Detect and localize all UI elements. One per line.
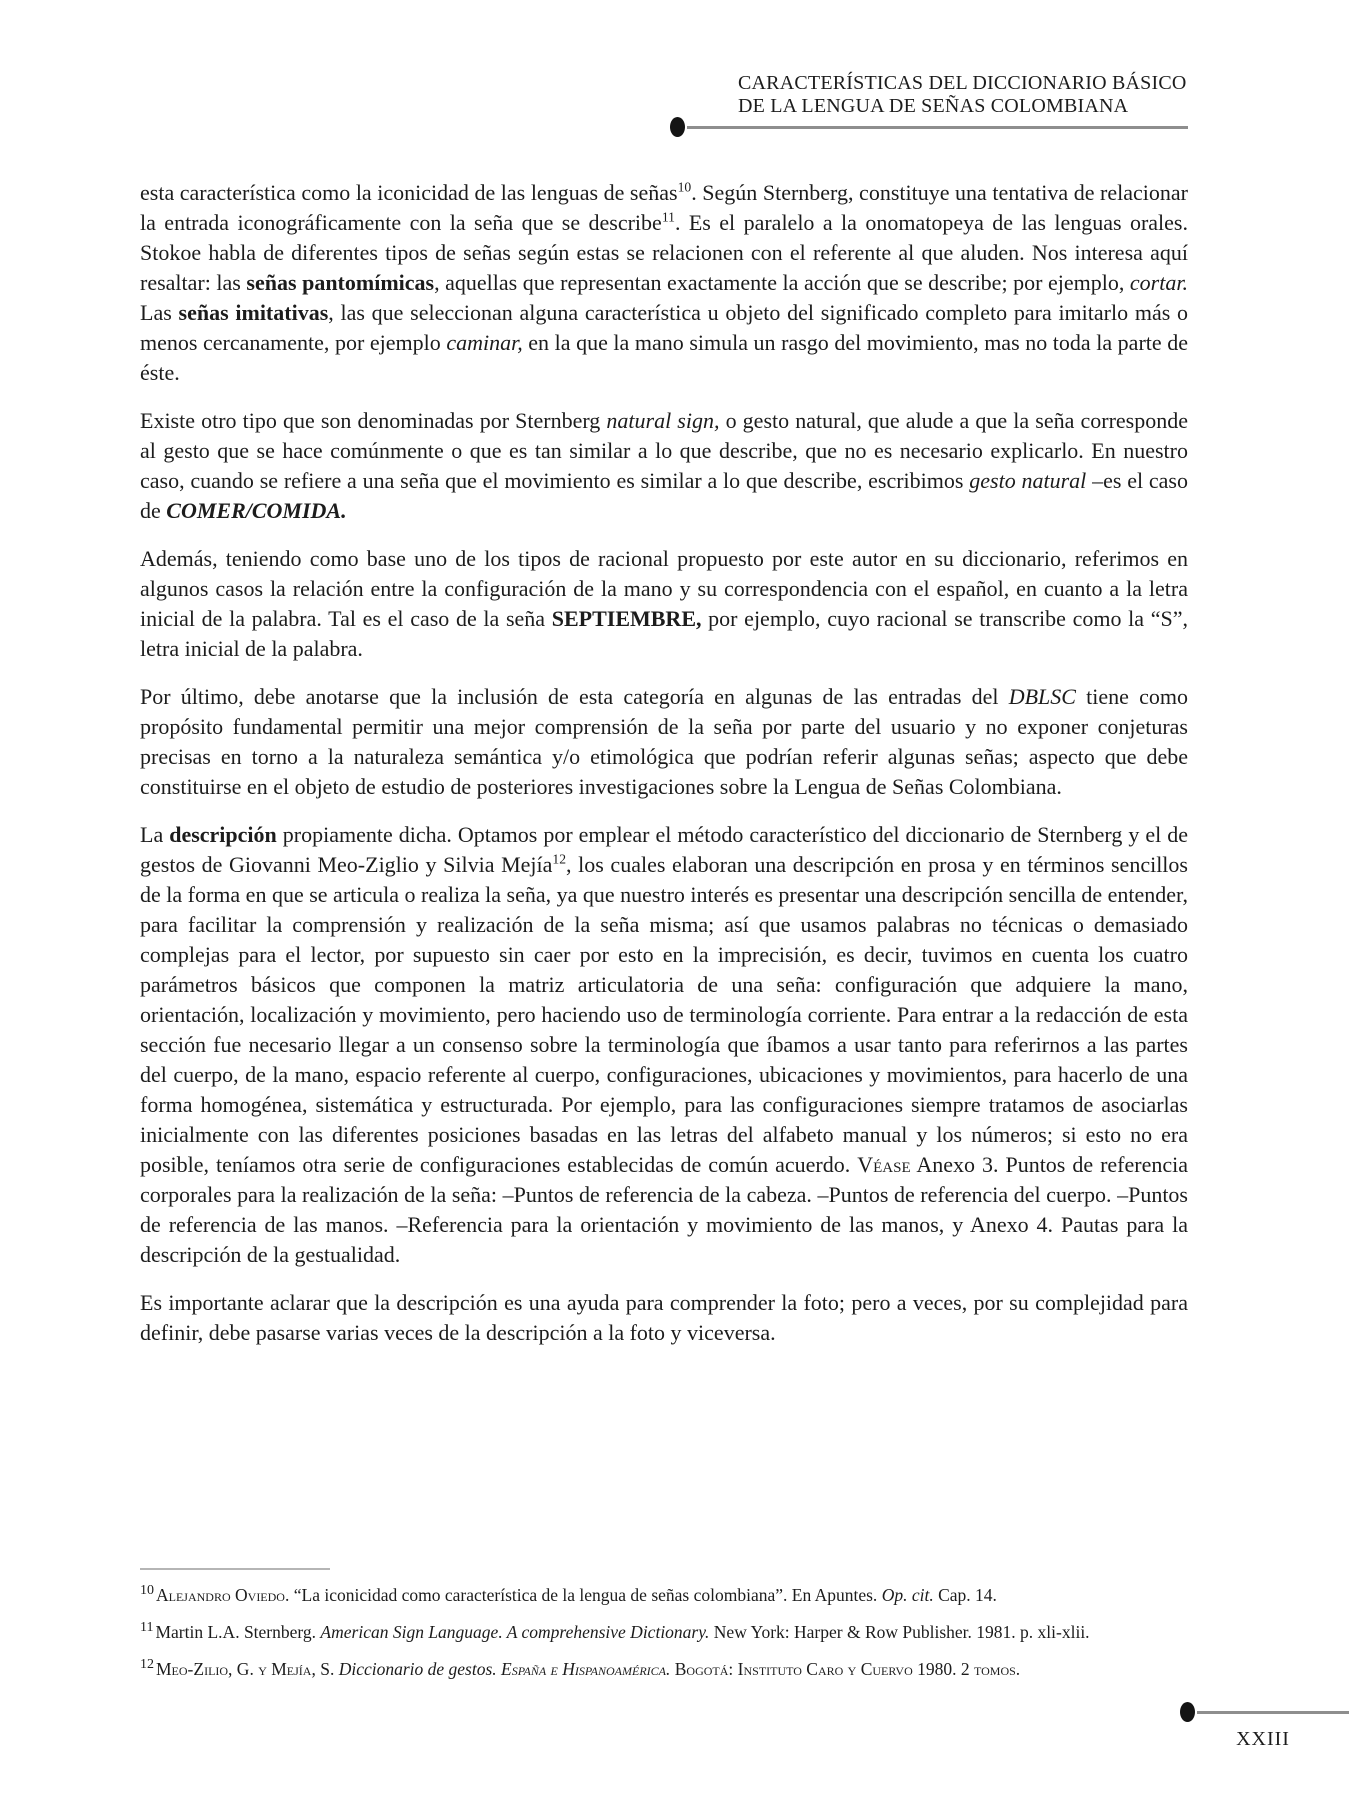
text-segment: señas imitativas xyxy=(178,300,329,325)
footnotes-section xyxy=(140,1568,1195,1691)
footer-rule-line xyxy=(1197,1711,1349,1714)
footnote-number: 11 xyxy=(140,1620,154,1635)
text-segment: 12 xyxy=(552,851,567,867)
text-segment: “La iconicidad como característica de la lengua de señas colombiana”. En Apuntes. xyxy=(289,1585,882,1605)
body-text xyxy=(140,178,1188,1366)
text-segment: –es el caso de xyxy=(140,468,1188,523)
running-header-line-2: DE LA LENGUA DE SEÑAS COLOMBIANA xyxy=(738,95,1129,117)
text-segment: cortar. xyxy=(1129,270,1188,295)
text-segment: Existe otro tipo que son denominadas por Sternberg xyxy=(140,408,607,433)
text-segment: descripción xyxy=(169,822,277,847)
text-segment: American Sign Language. A comprehensive Dictionary. xyxy=(320,1622,710,1642)
footnote-12 xyxy=(140,1654,1195,1680)
paragraph-natural-sign xyxy=(140,406,1188,526)
text-segment: La xyxy=(140,822,170,847)
header-rule xyxy=(670,117,1188,137)
footnote-number: 10 xyxy=(140,1583,154,1598)
text-segment: , aquellas que representan exactamente la acción que se describe; por ejemplo, xyxy=(434,270,1130,295)
header-rule-line xyxy=(687,126,1188,129)
text-segment: SEPTIEMBRE, xyxy=(551,606,702,631)
footnote-text xyxy=(156,1585,997,1605)
footnote-text xyxy=(155,1622,1089,1642)
text-segment: , los cuales elaboran una descripción en prosa y en términos sencillos de la forma en que se articula o realiza la seña, ya que nuestro interés es presentar una descripción sencilla de entender, para facilitar la comprensión y realización de la seña misma; así que usamos palabras no técnicas o demasiado complejas para el lector, por supuesto sin caer por esto en la imprecisión, es decir, tuvimos en cuenta los cuatro parámetros básicos que componen la matriz articulatoria de una seña: configuración que adquiere la mano, orientación, localización y movimiento, pero haciendo uso de terminología corriente. Para entrar a la redacción de esta sección fue necesario llegar a un consenso sobre la terminología que íbamos a usar tanto para referirnos a las partes del cuerpo, de la mano, espacio referente al cuerpo, configuraciones, ubicaciones y movimientos, para hacerlo de una forma homogénea, sistemática y estructurada. Por ejemplo, para las configuraciones siempre tratamos de asociarlas inicialmente con las diferentes posiciones basadas en las letras del alfabeto manual y los números; si esto no era posible, teníamos otra serie de configuraciones establecidas de común acuerdo. xyxy=(140,852,1188,1177)
footnote-number: 12 xyxy=(140,1657,154,1672)
text-segment: . Según Sternberg, constituye una tentativa de relacionar la entrada iconográficamente con la seña que se describe xyxy=(140,180,1188,235)
page-number: XXIII xyxy=(1236,1728,1290,1750)
text-segment: Diccionario de gestos. xyxy=(338,1659,497,1679)
header-bullet-dot xyxy=(670,117,685,137)
text-segment: en la que la mano simula un rasgo del movimiento, mas no toda la parte de éste. xyxy=(140,330,1188,385)
text-segment: . Es el paralelo a la onomatopeya de las lenguas orales. Stokoe habla de diferentes tipos de señas según estas se relacionen con el referente al que aluden. Nos interesa aquí resaltar: las xyxy=(140,210,1188,295)
text-segment: Meo-Zilio, G. y Mejía, S. xyxy=(156,1659,335,1679)
footnote-10 xyxy=(140,1580,1195,1606)
running-header xyxy=(738,72,1187,118)
footnote-separator-rule xyxy=(140,1568,330,1570)
text-segment: propiamente dicha. Optamos por emplear el método característico del diccionario de Sternberg y el de gestos de Giovanni Meo-Ziglio y Silvia Mejía xyxy=(140,822,1189,877)
paragraph-aclaracion xyxy=(140,1288,1188,1348)
text-segment: gesto natural xyxy=(969,468,1087,493)
text-segment: o gesto natural, que alude a que la seña corresponde al gesto que se hace comúnmente o que es tan similar a lo que describe, que no es necesario explicarlo. En nuestro caso, cuando se refiere a una seña que el movimiento es similar a lo que describe, escribimos xyxy=(140,408,1188,493)
text-segment: 10 xyxy=(677,179,692,195)
text-segment: Cap. 14. xyxy=(933,1585,997,1605)
text-segment: Es importante aclarar que la descripción es una ayuda para comprender la foto; pero a veces, por su complejidad para definir, debe pasarse varias veces de la descripción a la foto y viceversa. xyxy=(140,1290,1188,1345)
paragraph-iconicidad xyxy=(140,178,1188,388)
running-header-line-1: CARACTERÍSTICAS DEL DICCIONARIO BÁSICO xyxy=(738,72,1187,94)
text-segment: señas pantomímicas xyxy=(246,270,435,295)
text-segment: Las xyxy=(140,300,179,325)
text-segment: Op. cit. xyxy=(881,1585,934,1605)
paragraph-por-ultimo xyxy=(140,682,1188,802)
paragraph-descripcion xyxy=(140,820,1188,1270)
paragraph-racional xyxy=(140,544,1188,664)
text-segment: Anexo 3. Puntos de referencia corporales para la realización de la seña: –Puntos de referencia de la cabeza. –Puntos de referencia del cuerpo. –Puntos de referencia de las manos. –Referencia para la orientación y movimiento de las manos, y Anexo 4. Pautas para la descripción de la gestualidad. xyxy=(140,1152,1188,1267)
text-segment: 11 xyxy=(661,209,675,225)
text-segment: Véase xyxy=(857,1152,911,1177)
footnote-11 xyxy=(140,1617,1195,1643)
footer-bullet-dot xyxy=(1180,1702,1195,1722)
text-segment: , las que seleccionan alguna característica u objeto del significado completo para imitarlo más o menos cercanamente, por ejemplo xyxy=(140,300,1189,355)
text-segment: New York: Harper & Row Publisher. 1981. p. xli-xlii. xyxy=(709,1622,1090,1642)
text-segment: COMER/COMIDA. xyxy=(166,498,347,523)
text-segment: caminar, xyxy=(446,330,523,355)
text-segment: Alejandro Oviedo. xyxy=(156,1585,290,1605)
text-segment: Además, teniendo como base uno de los tipos de racional propuesto por este autor en su diccionario, referimos en algunos casos la relación entre la configuración de la mano y su correspondencia con el español, en cuanto a la letra inicial de la palabra. Tal es el caso de la seña xyxy=(140,546,1188,631)
text-segment: DBLSC xyxy=(1008,684,1076,709)
text-segment: Bogotá: Instituto Caro y Cuervo 1980. 2 tomos. xyxy=(674,1659,1021,1679)
text-segment: Por último, debe anotarse que la inclusión de esta categoría en algunas de las entradas del xyxy=(140,684,1009,709)
text-segment: natural sign, xyxy=(606,408,720,433)
text-segment: esta característica como la iconicidad de las lenguas de señas xyxy=(140,180,678,205)
text-segment: Martin L.A. Sternberg. xyxy=(155,1622,321,1642)
text-segment: tiene como propósito fundamental permitir una mejor comprensión de la seña por parte del usuario y no exponer conjeturas precisas en torno a la naturaleza semántica y/o etimológica que podrían referir algunas señas; aspecto que debe constituirse en el objeto de estudio de posteriores investigaciones sobre la Lengua de Señas Colombiana. xyxy=(140,684,1188,799)
footnote-text xyxy=(156,1659,1020,1679)
footer-rule xyxy=(1180,1702,1349,1722)
text-segment: España e Hispanoamérica. xyxy=(501,1659,671,1679)
text-segment: por ejemplo, cuyo racional se transcribe como la “S”, letra inicial de la palabra. xyxy=(140,606,1188,661)
